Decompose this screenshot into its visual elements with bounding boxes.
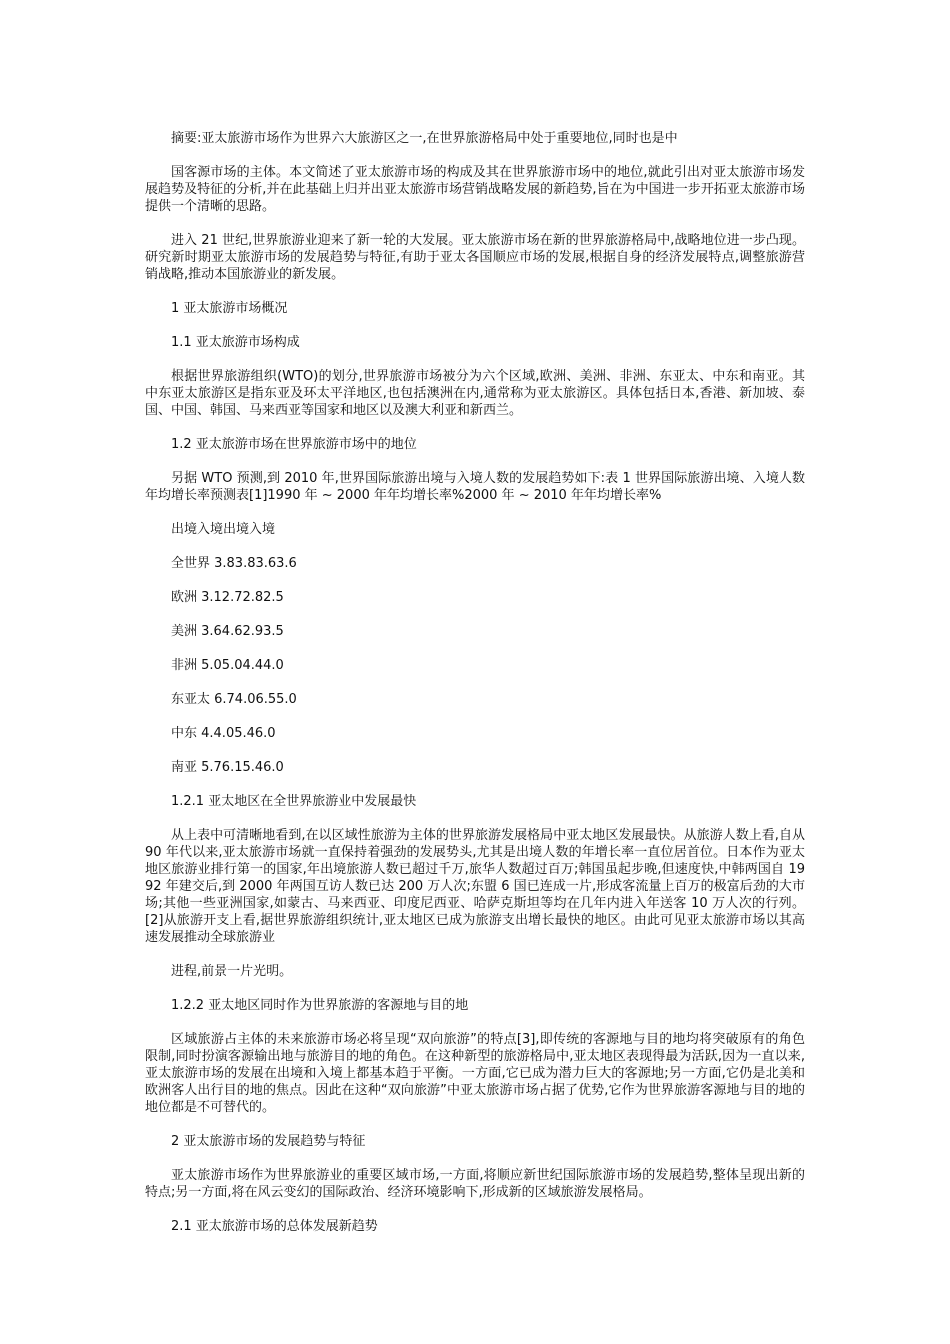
- abstract-paragraph: 国客源市场的主体。本文简述了亚太旅游市场的构成及其在世界旅游市场中的地位,就此引出对亚太旅游市场发展趋势及特征的分析,并在此基础上归并出亚太旅游市场营销战略发展的新趋势,旨在为中国进一步开拓亚太旅游市场提供一个清晰的思路。: [145, 165, 805, 214]
- body-paragraph-two-way-tourism: 区域旅游占主体的未来旅游市场必将呈现“双向旅游”的特点[3],即传统的客源地与目的地均将突破原有的角色限制,同时扮演客源输出地与旅游目的地的角色。在这种新型的旅游格局中,亚太地区表现得最为活跃,因为一直以来,亚太旅游市场的发展在出境和入境上都基本趋于平衡。一方面,它已成为潜力巨大的客源地;另一方面,它仍是北美和欧洲客人出行目的地的焦点。因此在这种“双向旅游”中亚太旅游市场占据了优势,它作为世界旅游客源地与目的地的地位都是不可替代的。: [145, 1032, 805, 1115]
- table-row-americas: 美洲 3.64.62.93.5: [171, 624, 284, 639]
- table-row-africa: 非洲 5.05.04.44.0: [171, 658, 284, 673]
- subsection-heading-1-2: 1.2 亚太旅游市场在世界旅游市场中的地位: [171, 437, 417, 452]
- section-heading-2: 2 亚太旅游市场的发展趋势与特征: [171, 1134, 366, 1149]
- table-row-south-asia: 南亚 5.76.15.46.0: [171, 760, 284, 775]
- body-paragraph-trends: 亚太旅游市场作为世界旅游业的重要区域市场,一方面,将顺应新世纪国际旅游市场的发展趋势,整体呈现出新的特点;另一方面,将在风云变幻的国际政治、经济环境影响下,形成新的区域旅游发展格局。: [145, 1168, 805, 1200]
- table-row-east-asia-pacific: 东亚太 6.74.06.55.0: [171, 692, 297, 707]
- document-page: [145, 130, 805, 1252]
- abstract-line: 摘要:亚太旅游市场作为世界六大旅游区之一,在世界旅游格局中处于重要地位,同时也是中: [171, 131, 678, 146]
- subsection-heading-1-2-2: 1.2.2 亚太地区同时作为世界旅游的客源地与目的地: [171, 998, 469, 1013]
- table-row-middle-east: 中东 4.4.05.46.0: [171, 726, 276, 741]
- section-heading-1: 1 亚太旅游市场概况: [171, 301, 288, 316]
- table-header-row: 出境入境出境入境: [171, 522, 276, 537]
- subsection-heading-2-1: 2.1 亚太旅游市场的总体发展新趋势: [171, 1219, 378, 1234]
- body-paragraph-fastest-growth: 从上表中可清晰地看到,在以区域性旅游为主体的世界旅游发展格局中亚太地区发展最快。从旅游人数上看,自从 90 年代以来,亚太旅游市场就一直保持着强劲的发展势头,尤其是出境人数的年增长率一直位居首位。日本作为亚太地区旅游业排行第一的国家,年出境旅游人数已超过千万,旅华人数超过百万;韩国虽起步晚,但速度快,中韩两国自 1992 年建交后,到 2000 年两国互访人数已达 200 万人次;东盟 6 国已连成一片,形成客流量上百万的极富后劲的大市场;其他一些亚洲国家,如蒙古、马来西亚、印度尼西亚、哈萨克斯坦等均在几年内进入年送客 10 万人次的行列。[2]从旅游开支上看,据世界旅游组织统计,亚太地区已成为旅游支出增长最快的地区。由此可见亚太旅游市场以其高速发展推动全球旅游业: [145, 828, 805, 945]
- body-paragraph-wto-forecast: 另据 WTO 预测,到 2010 年,世界国际旅游出境与入境人数的发展趋势如下:表 1 世界国际旅游出境、入境人数年均增长率预测表[1]1990 年 ~ 2000 年年均增长率%2000 年 ~ 2010 年年均增长率%: [145, 471, 805, 503]
- body-paragraph-market-composition: 根据世界旅游组织(WTO)的划分,世界旅游市场被分为六个区域,欧洲、美洲、非洲、东亚太、中东和南亚。其中东亚太旅游区是指东亚及环太平洋地区,也包括澳洲在内,通常称为亚太旅游区。具体包括日本,香港、新加坡、泰国、中国、韩国、马来西亚等国家和地区以及澳大利亚和新西兰。: [145, 369, 805, 418]
- table-row-europe: 欧洲 3.12.72.82.5: [171, 590, 284, 605]
- table-row-world: 全世界 3.83.83.63.6: [171, 556, 297, 571]
- body-paragraph-continuation: 进程,前景一片光明。: [171, 964, 293, 979]
- subsection-heading-1-1: 1.1 亚太旅游市场构成: [171, 335, 300, 350]
- subsection-heading-1-2-1: 1.2.1 亚太地区在全世界旅游业中发展最快: [171, 794, 417, 809]
- intro-paragraph: 进入 21 世纪,世界旅游业迎来了新一轮的大发展。亚太旅游市场在新的世界旅游格局中,战略地位进一步凸现。研究新时期亚太旅游市场的发展趋势与特征,有助于亚太各国顺应市场的发展,根据自身的经济发展特点,调整旅游营销战略,推动本国旅游业的新发展。: [145, 233, 805, 282]
